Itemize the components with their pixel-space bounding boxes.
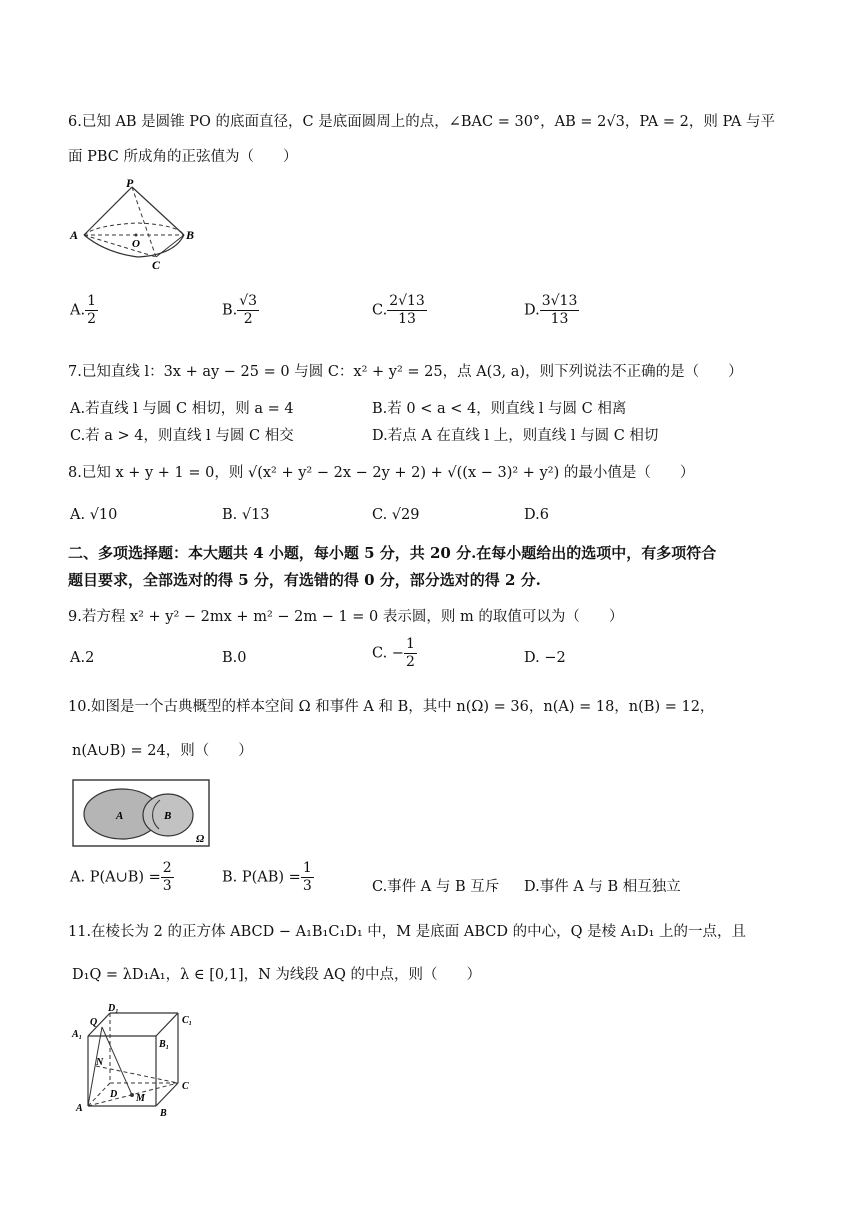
venn-label-a: A	[116, 810, 124, 822]
q9-stem: 9.若方程 x² + y² − 2mx + m² − 2m − 1 = 0 表示圆，则 m 的取值可以为（ ）	[68, 609, 624, 625]
q8-option-d: D.6	[524, 507, 549, 523]
q8-option-c: C. √29	[372, 507, 420, 523]
section2-heading-line2: 题目要求，全部选对的得 5 分，有选错的得 0 分，部分选对的得 2 分.	[68, 571, 541, 589]
q6-option-d: D. $\frac{3√13}{13}$	[524, 293, 578, 327]
q11-stem-line2: D₁Q = λD₁A₁，λ ∈ [0,1]，N 为线段 AQ 的中点，则（ ）	[72, 967, 481, 983]
q9-option-d: D. −2	[524, 650, 566, 666]
cube-label-c1: C₁	[182, 1015, 193, 1026]
cube-figure	[70, 1003, 210, 1121]
q7-option-b: B.若 0 < a < 4，则直线 l 与圆 C 相离	[372, 401, 627, 417]
venn-label-b: B	[164, 810, 172, 822]
cube-label-c: C	[182, 1081, 189, 1092]
cube-label-a: A	[76, 1103, 83, 1114]
q6-option-c: C. $\frac{2√13}{13}$	[372, 293, 425, 327]
q7-stem: 7.已知直线 l：3x + ay − 25 = 0 与圆 C：x² + y² = 25，点 A(3, a)，则下列说法不正确的是（ ）	[68, 364, 743, 380]
q6-option-a: A. $\frac{1}{2}$	[70, 293, 97, 327]
cone-label-c: C	[152, 258, 161, 270]
cone-label-p: P	[126, 176, 134, 190]
q7-option-d: D.若点 A 在直线 l 上，则直线 l 与圆 C 相切	[372, 428, 659, 444]
q10-option-b: B. P(AB) = $\frac{1}{3}$	[222, 860, 312, 894]
cone-figure	[66, 175, 206, 270]
q7-option-a: A.若直线 l 与圆 C 相切，则 a = 4	[70, 401, 294, 417]
cube-label-n: N	[96, 1057, 104, 1068]
q8-stem: 8.已知 x + y + 1 = 0，则 √(x² + y² − 2x − 2y + 2) + √((x − 3)² + y²) 的最小值是（ ）	[68, 465, 695, 481]
cube-label-a1: A₁	[72, 1029, 83, 1040]
section2-heading-line1: 二、多项选择题：本大题共 4 小题，每小题 5 分，共 20 分.在每小题给出的选项中，有多项符合	[68, 544, 717, 562]
q10-option-c: C.事件 A 与 B 互斥	[372, 879, 500, 895]
cube-label-d1: D₁	[108, 1003, 119, 1014]
q6-stem-line1: 6.已知 AB 是圆锥 PO 的底面直径，C 是底面圆周上的点，∠BAC = 30°，AB = 2√3，PA = 2，则 PA 与平	[68, 114, 775, 130]
q9-option-b: B.0	[222, 650, 247, 666]
cube-label-d: D	[110, 1089, 118, 1100]
q9-option-a: A.2	[70, 650, 95, 666]
q8-option-b: B. √13	[222, 507, 270, 523]
cone-label-o: O	[132, 238, 140, 250]
q6-stem-line2: 面 PBC 所成角的正弦值为（ ）	[68, 149, 298, 165]
cube-label-b1: B₁	[159, 1039, 170, 1050]
q10-option-d: D.事件 A 与 B 相互独立	[524, 879, 681, 895]
q10-stem-line1: 10.如图是一个古典概型的样本空间 Ω 和事件 A 和 B，其中 n(Ω) = 36，n(A) = 18，n(B) = 12，	[68, 699, 715, 715]
cube-label-m: M	[136, 1093, 145, 1104]
q10-stem-line2: n(A∪B) = 24，则（ ）	[72, 743, 253, 759]
q8-option-a: A. √10	[70, 507, 118, 523]
venn-label-omega: Ω	[196, 833, 205, 845]
cube-label-b: B	[160, 1108, 167, 1119]
q9-option-c: C. − $\frac{1}{2}$	[372, 636, 415, 670]
q7-option-c: C.若 a > 4，则直线 l 与圆 C 相交	[70, 428, 294, 444]
cone-label-a: A	[70, 228, 79, 242]
cone-label-b: B	[186, 228, 195, 242]
q11-stem-line1: 11.在棱长为 2 的正方体 ABCD − A₁B₁C₁D₁ 中，M 是底面 ABCD 的中心，Q 是棱 A₁D₁ 上的一点，且	[68, 924, 747, 940]
venn-figure	[72, 778, 212, 850]
q10-option-a: A. P(A∪B) = $\frac{2}{3}$	[70, 860, 172, 894]
cube-label-q: Q	[90, 1017, 98, 1028]
q6-option-b: B. $\frac{√3}{2}$	[222, 293, 258, 327]
